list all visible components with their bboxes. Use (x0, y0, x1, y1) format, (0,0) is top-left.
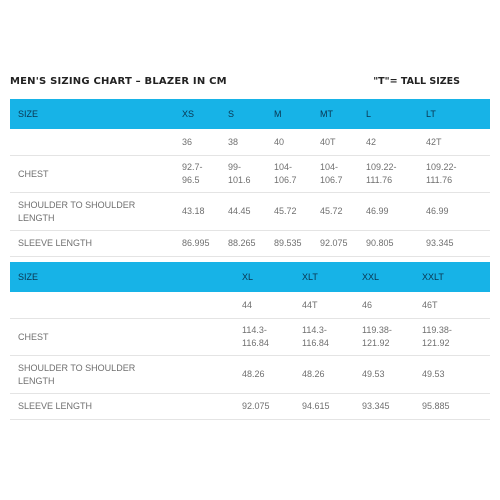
measurement-value: 48.26 (296, 356, 356, 394)
numeric-size-row (10, 129, 490, 156)
numeric-size-cell: 36 (176, 129, 222, 156)
measurement-value: 45.72 (268, 193, 314, 231)
measurement-label: SLEEVE LENGTH (10, 394, 236, 420)
numeric-size-cell: 44 (236, 292, 296, 319)
table-1-body (10, 99, 490, 257)
measurement-value: 93.345 (356, 394, 416, 420)
measurement-label: CHEST (10, 319, 236, 356)
size-code-header: MT (314, 99, 360, 129)
table-2-body (10, 262, 490, 420)
numeric-size-cell: 44T (296, 292, 356, 319)
measurement-value: 92.7- 96.5 (176, 156, 222, 193)
measurement-value: 104- 106.7 (268, 156, 314, 193)
chest-row (10, 156, 490, 193)
shoulder-row (10, 193, 490, 231)
measurement-value: 43.18 (176, 193, 222, 231)
numeric-size-cell: 42 (360, 129, 420, 156)
numeric-size-cell: 46 (356, 292, 416, 319)
sleeve-row (10, 394, 490, 420)
header-row (10, 99, 490, 129)
sleeve-row (10, 231, 490, 257)
numeric-size-cell: 38 (222, 129, 268, 156)
measurement-value: 49.53 (356, 356, 416, 394)
measurement-value: 46.99 (360, 193, 420, 231)
blazer-size-table-2 (10, 262, 490, 420)
size-code-header: M (268, 99, 314, 129)
chest-row (10, 319, 490, 356)
numeric-size-cell (10, 129, 176, 156)
measurement-value: 88.265 (222, 231, 268, 257)
size-code-header: XLT (296, 262, 356, 292)
measurement-label: SHOULDER TO SHOULDER LENGTH (10, 193, 176, 231)
header-row (10, 262, 490, 292)
measurement-value: 90.805 (360, 231, 420, 257)
measurement-value: 114.3- 116.84 (296, 319, 356, 356)
measurement-label: SLEEVE LENGTH (10, 231, 176, 257)
size-code-header: XL (236, 262, 296, 292)
measurement-label: SHOULDER TO SHOULDER LENGTH (10, 356, 236, 394)
size-code-header: XS (176, 99, 222, 129)
measurement-value: 92.075 (314, 231, 360, 257)
measurement-value: 48.26 (236, 356, 296, 394)
measurement-value: 109.22- 111.76 (360, 156, 420, 193)
measurement-value: 46.99 (420, 193, 490, 231)
measurement-value: 109.22- 111.76 (420, 156, 490, 193)
measurement-label: CHEST (10, 156, 176, 193)
numeric-size-cell: 40 (268, 129, 314, 156)
blazer-size-table-1 (10, 99, 490, 257)
measurement-value: 89.535 (268, 231, 314, 257)
measurement-value: 92.075 (236, 394, 296, 420)
measurement-value: 99- 101.6 (222, 156, 268, 193)
measurement-value: 114.3- 116.84 (236, 319, 296, 356)
numeric-size-cell: 46T (416, 292, 490, 319)
measurement-value: 119.38- 121.92 (416, 319, 490, 356)
numeric-size-cell: 40T (314, 129, 360, 156)
measurement-value: 119.38- 121.92 (356, 319, 416, 356)
measurement-value: 44.45 (222, 193, 268, 231)
measurement-value: 93.345 (420, 231, 490, 257)
numeric-size-cell (10, 292, 236, 319)
size-code-header: LT (420, 99, 490, 129)
numeric-size-cell: 42T (420, 129, 490, 156)
measurement-value: 45.72 (314, 193, 360, 231)
measurement-value: 94.615 (296, 394, 356, 420)
measurement-value: 49.53 (416, 356, 490, 394)
size-header: SIZE (10, 262, 236, 292)
size-code-header: XXLT (416, 262, 490, 292)
chart-title: MEN'S SIZING CHART – BLAZER IN CM (10, 76, 227, 87)
tall-sizes-note: "T"= TALL SIZES (373, 76, 460, 87)
size-code-header: XXL (356, 262, 416, 292)
shoulder-row (10, 356, 490, 394)
numeric-size-row (10, 292, 490, 319)
measurement-value: 86.995 (176, 231, 222, 257)
size-code-header: L (360, 99, 420, 129)
size-code-header: S (222, 99, 268, 129)
measurement-value: 104- 106.7 (314, 156, 360, 193)
measurement-value: 95.885 (416, 394, 490, 420)
size-header: SIZE (10, 99, 176, 129)
